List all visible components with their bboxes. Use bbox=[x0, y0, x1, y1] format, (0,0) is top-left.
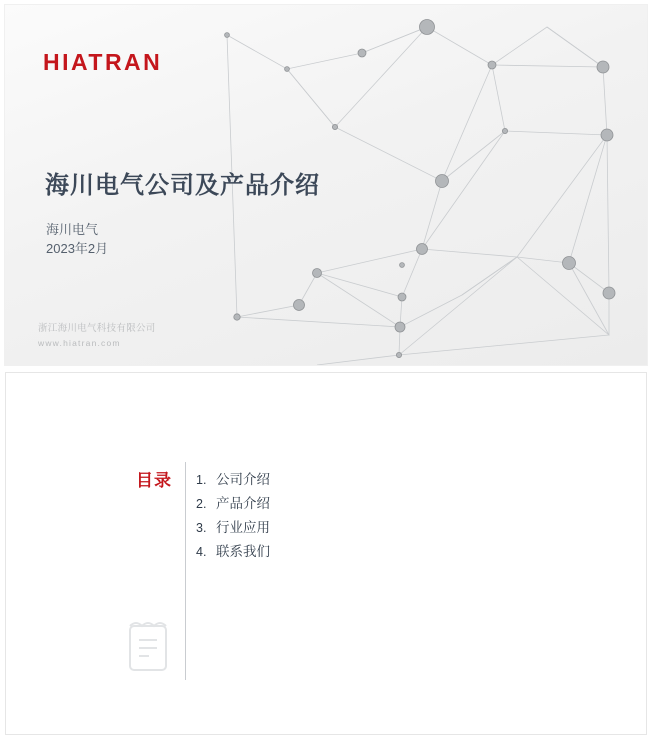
subtitle-company: 海川电气 bbox=[46, 222, 99, 237]
list-item[interactable] bbox=[196, 540, 270, 564]
toc-item-number: 1. bbox=[196, 473, 207, 487]
toc-heading: 目录 bbox=[136, 471, 172, 490]
slide-table-of-contents bbox=[5, 372, 647, 735]
footer-website: www.hiatran.com bbox=[38, 338, 121, 348]
slide-subtitle bbox=[46, 220, 108, 258]
list-item[interactable] bbox=[196, 468, 270, 492]
document-icon bbox=[128, 616, 174, 674]
company-logo: HIATRAN bbox=[43, 49, 163, 75]
slide-footer bbox=[38, 321, 156, 351]
toc-item-label: 产品介绍 bbox=[216, 496, 270, 511]
toc-item-number: 3. bbox=[196, 521, 207, 535]
toc-list bbox=[196, 468, 270, 564]
slide-title: 海川电气公司及产品介绍 bbox=[45, 172, 320, 199]
list-item[interactable] bbox=[196, 492, 270, 516]
toc-item-label: 公司介绍 bbox=[216, 472, 270, 487]
subtitle-date: 2023年2月 bbox=[46, 241, 109, 256]
toc-item-number: 4. bbox=[196, 545, 207, 559]
toc-item-label: 行业应用 bbox=[216, 520, 270, 535]
list-item[interactable] bbox=[196, 516, 270, 540]
slide-title-page bbox=[5, 5, 647, 365]
toc-divider bbox=[185, 462, 186, 680]
toc-item-number: 2. bbox=[196, 497, 207, 511]
toc-item-label: 联系我们 bbox=[216, 544, 270, 559]
footer-company-name: 浙江海川电气科技有限公司 bbox=[38, 323, 156, 334]
